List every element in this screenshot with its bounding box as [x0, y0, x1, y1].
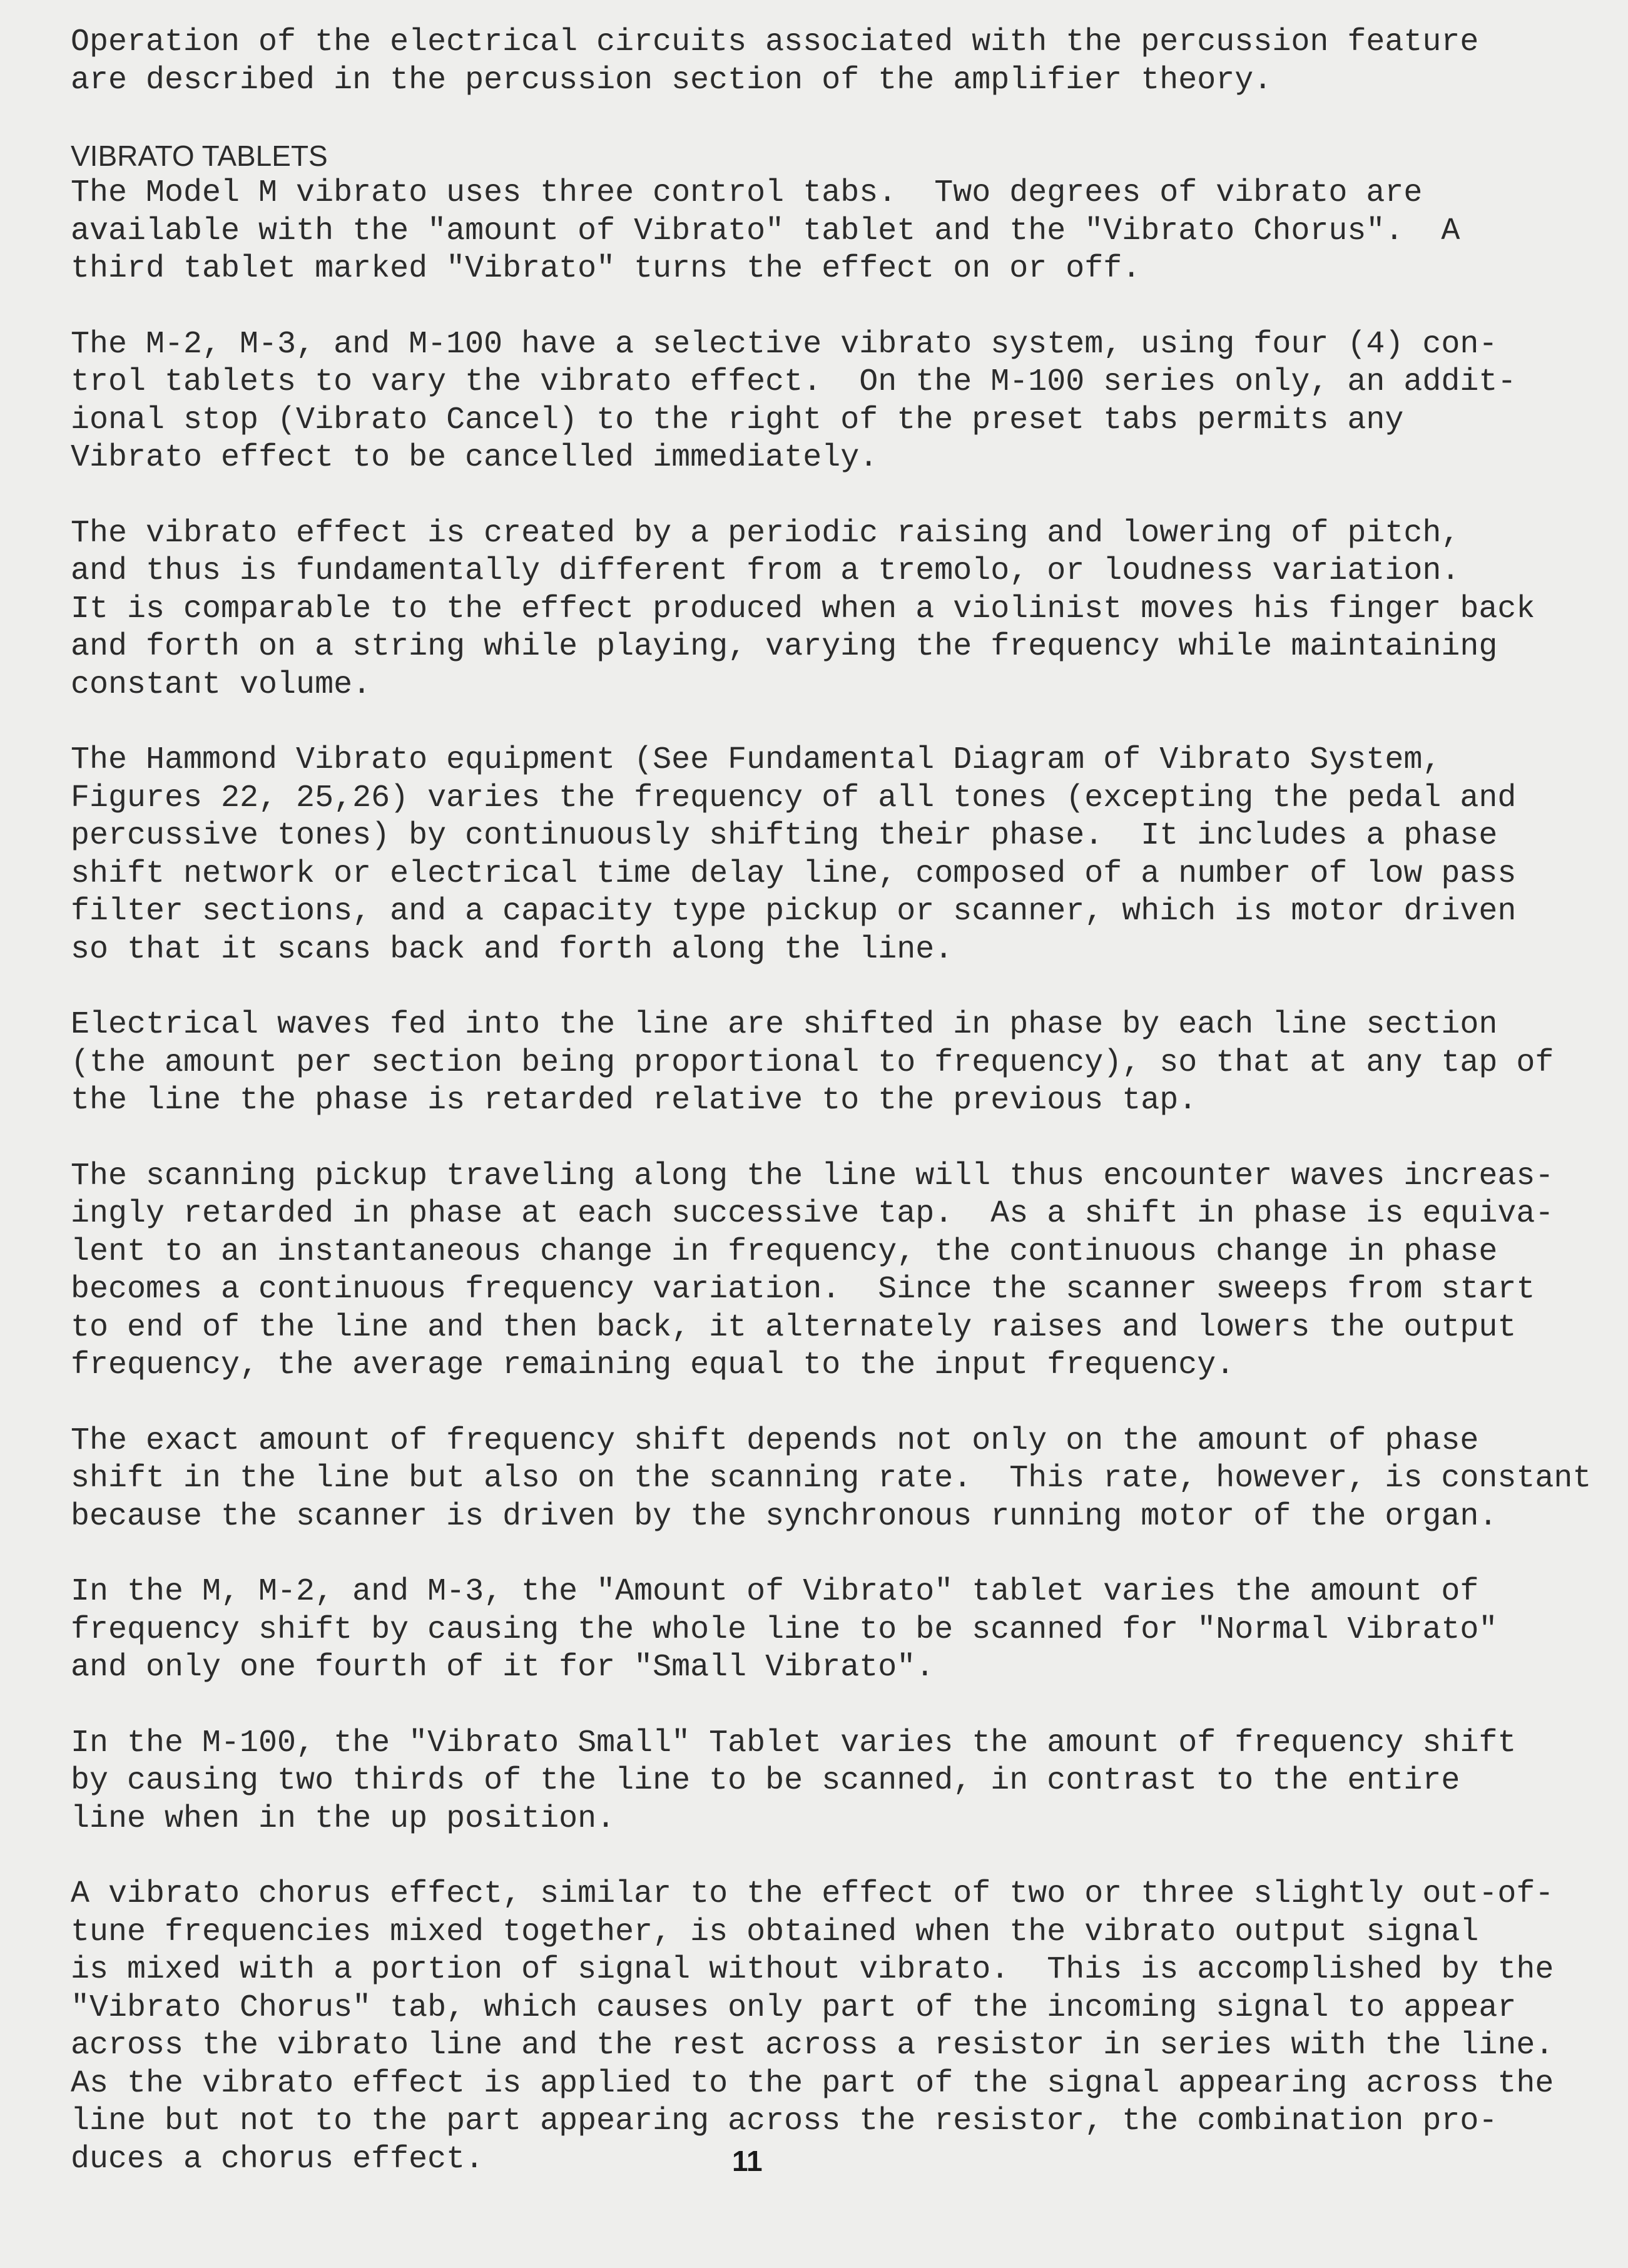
section-heading: VIBRATO TABLETS [71, 140, 328, 172]
paragraph-8 [71, 1573, 1616, 1687]
text-line: In the M, M-2, and M-3, the "Amount of Vibrato" tablet varies the amount of [71, 1574, 1479, 1610]
text-line: Electrical waves fed into the line are shifted in phase by each line section [71, 1007, 1498, 1043]
text-line: The Model M vibrato uses three control tabs. Two degrees of vibrato are [71, 175, 1423, 211]
text-line: duces a chorus effect. [71, 2141, 484, 2177]
text-line: It is comparable to the effect produced when a violinist moves his finger back [71, 591, 1535, 627]
paragraph-10 [71, 1876, 1616, 2179]
section-heading-block [71, 137, 1616, 175]
paragraph-4 [71, 742, 1616, 969]
text-line: Figures 22, 25,26) varies the frequency of all tones (excepting the pedal and [71, 780, 1517, 816]
text-line: to end of the line and then back, it alternately raises and lowers the output [71, 1309, 1517, 1346]
page-body [71, 24, 1616, 2179]
paragraph-1 [71, 175, 1616, 289]
text-line: available with the "amount of Vibrato" tablet and the "Vibrato Chorus". A [71, 213, 1460, 249]
text-line: As the vibrato effect is applied to the part of the signal appearing across the [71, 2065, 1554, 2102]
text-line: lent to an instantaneous change in frequency, the continuous change in phase [71, 1234, 1498, 1270]
text-line: across the vibrato line and the rest across a resistor in series with the line. [71, 2028, 1554, 2063]
text-line: line when in the up position. [71, 1801, 616, 1837]
text-line: third tablet marked "Vibrato" turns the effect on or off. [71, 251, 1141, 287]
text-line: percussive tones) by continuously shifting their phase. It includes a phase [71, 818, 1498, 854]
text-line: The M-2, M-3, and M-100 have a selective vibrato system, using four (4) con- [71, 326, 1498, 362]
text-line: A vibrato chorus effect, similar to the effect of two or three slightly out-of- [71, 1876, 1554, 1912]
text-line: by causing two thirds of the line to be scanned, in contrast to the entire [71, 1763, 1460, 1799]
text-line: constant volume. [71, 667, 372, 703]
text-line: the line the phase is retarded relative to the previous tap. [71, 1083, 1198, 1118]
paragraph-6 [71, 1158, 1616, 1385]
text-line: is mixed with a portion of signal without vibrato. This is accomplished by the [71, 1952, 1554, 1988]
text-line: The scanning pickup traveling along the line will thus encounter waves increas- [71, 1158, 1554, 1194]
text-line: and only one fourth of it for "Small Vibrato". [71, 1650, 935, 1685]
text-line: The exact amount of frequency shift depends not only on the amount of phase [71, 1423, 1479, 1459]
text-line: The Hammond Vibrato equipment (See Fundamental Diagram of Vibrato System, [71, 742, 1442, 778]
text-line: because the scanner is driven by the synchronous running motor of the organ. [71, 1498, 1498, 1535]
text-line: trol tablets to vary the vibrato effect. On the M-100 series only, an addit- [71, 364, 1517, 400]
text-line: ional stop (Vibrato Cancel) to the right of the preset tabs permits any [71, 402, 1404, 438]
paragraph-3 [71, 515, 1616, 705]
paragraph-2 [71, 326, 1616, 478]
text-line: The vibrato effect is created by a periodic raising and lowering of pitch, [71, 515, 1460, 551]
text-line: shift network or electrical time delay line, composed of a number of low pass [71, 856, 1517, 892]
text-line: Operation of the electrical circuits associated with the percussion feature [71, 24, 1479, 60]
text-line: and forth on a string while playing, varying the frequency while maintaining [71, 629, 1498, 665]
text-line: are described in the percussion section of the amplifier theory. [71, 62, 1273, 98]
page-number: 11 [732, 2145, 763, 2177]
text-line: tune frequencies mixed together, is obtained when the vibrato output signal [71, 1914, 1479, 1950]
intro-paragraph [71, 24, 1616, 100]
text-line: (the amount per section being proportional to frequency), so that at any tap of [71, 1045, 1554, 1081]
text-line: frequency shift by causing the whole line to be scanned for "Normal Vibrato" [71, 1612, 1498, 1648]
text-line: frequency, the average remaining equal to the input frequency. [71, 1347, 1235, 1383]
paragraph-7 [71, 1423, 1616, 1536]
text-line: filter sections, and a capacity type pickup or scanner, which is motor driven [71, 894, 1517, 929]
paragraph-5 [71, 1006, 1616, 1120]
paragraph-9 [71, 1725, 1616, 1839]
text-line: "Vibrato Chorus" tab, which causes only part of the incoming signal to appear [71, 1990, 1517, 2026]
text-line: ingly retarded in phase at each successive tap. As a shift in phase is equiva- [71, 1196, 1554, 1232]
text-line: line but not to the part appearing across the resistor, the combination pro- [71, 2103, 1498, 2139]
text-line: shift in the line but also on the scanning rate. This rate, however, is constant [71, 1461, 1592, 1496]
text-line: and thus is fundamentally different from a tremolo, or loudness variation. [71, 553, 1460, 589]
text-line: so that it scans back and forth along the line. [71, 931, 954, 968]
text-line: In the M-100, the "Vibrato Small" Tablet varies the amount of frequency shift [71, 1725, 1517, 1761]
text-line: becomes a continuous frequency variation. Since the scanner sweeps from start [71, 1272, 1535, 1307]
text-line: Vibrato effect to be cancelled immediately. [71, 440, 878, 476]
